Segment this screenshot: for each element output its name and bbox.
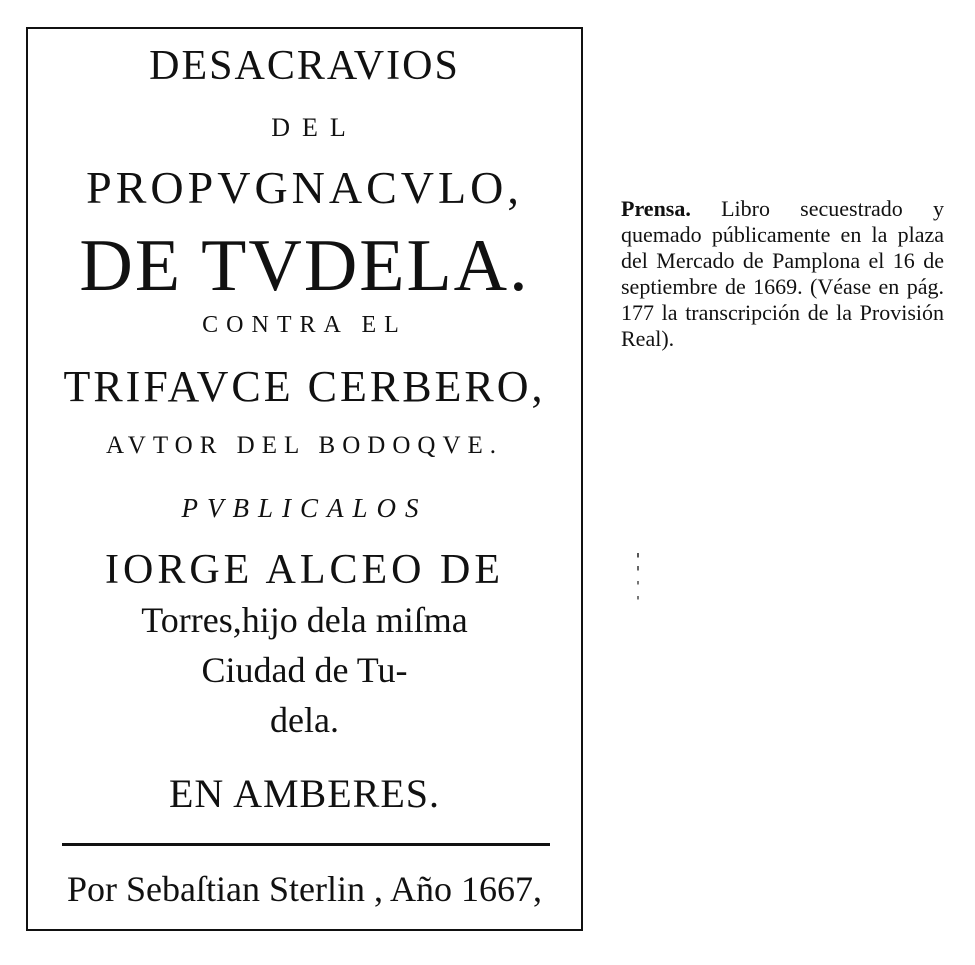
title-line-8: PVBLICALOS: [181, 493, 428, 523]
title-line-5: CONTRA EL: [202, 312, 407, 338]
title-line-2: DEL: [271, 113, 358, 142]
caption-text: Libro secuestrado y quemado públicamente en la plaza del Mercado de Pamplona el 16 de septiembre de 1669. (Véase en pág. 177 la transcripción de la Provisión Real).: [621, 196, 945, 351]
imprint-line: Por Sebaſtian Sterlin , Año 1667,: [67, 869, 542, 909]
title-line-3: PROPVGNACVLO,: [86, 162, 523, 213]
divider-rule: [62, 843, 550, 846]
title-line-12: dela.: [270, 700, 339, 740]
title-page-facsimile: [26, 27, 583, 931]
title-line-1: DESACRAVIOS: [149, 43, 460, 89]
title-line-10: Torres,hijo dela miſma: [141, 600, 468, 640]
title-line-7: AVTOR DEL BODOQVE.: [105, 432, 504, 459]
title-line-9: IORGE ALCEO DE: [105, 547, 504, 593]
title-line-11: Ciudad de Tu-: [201, 650, 408, 690]
caption-heading: Prensa.: [621, 196, 691, 221]
title-line-13: EN AMBERES.: [168, 771, 441, 816]
caption: [621, 196, 944, 352]
scan-speck: [637, 553, 639, 611]
title-line-6: TRIFAVCE CERBERO,: [63, 362, 546, 411]
title-line-4: DE TVDELA.: [79, 225, 530, 307]
